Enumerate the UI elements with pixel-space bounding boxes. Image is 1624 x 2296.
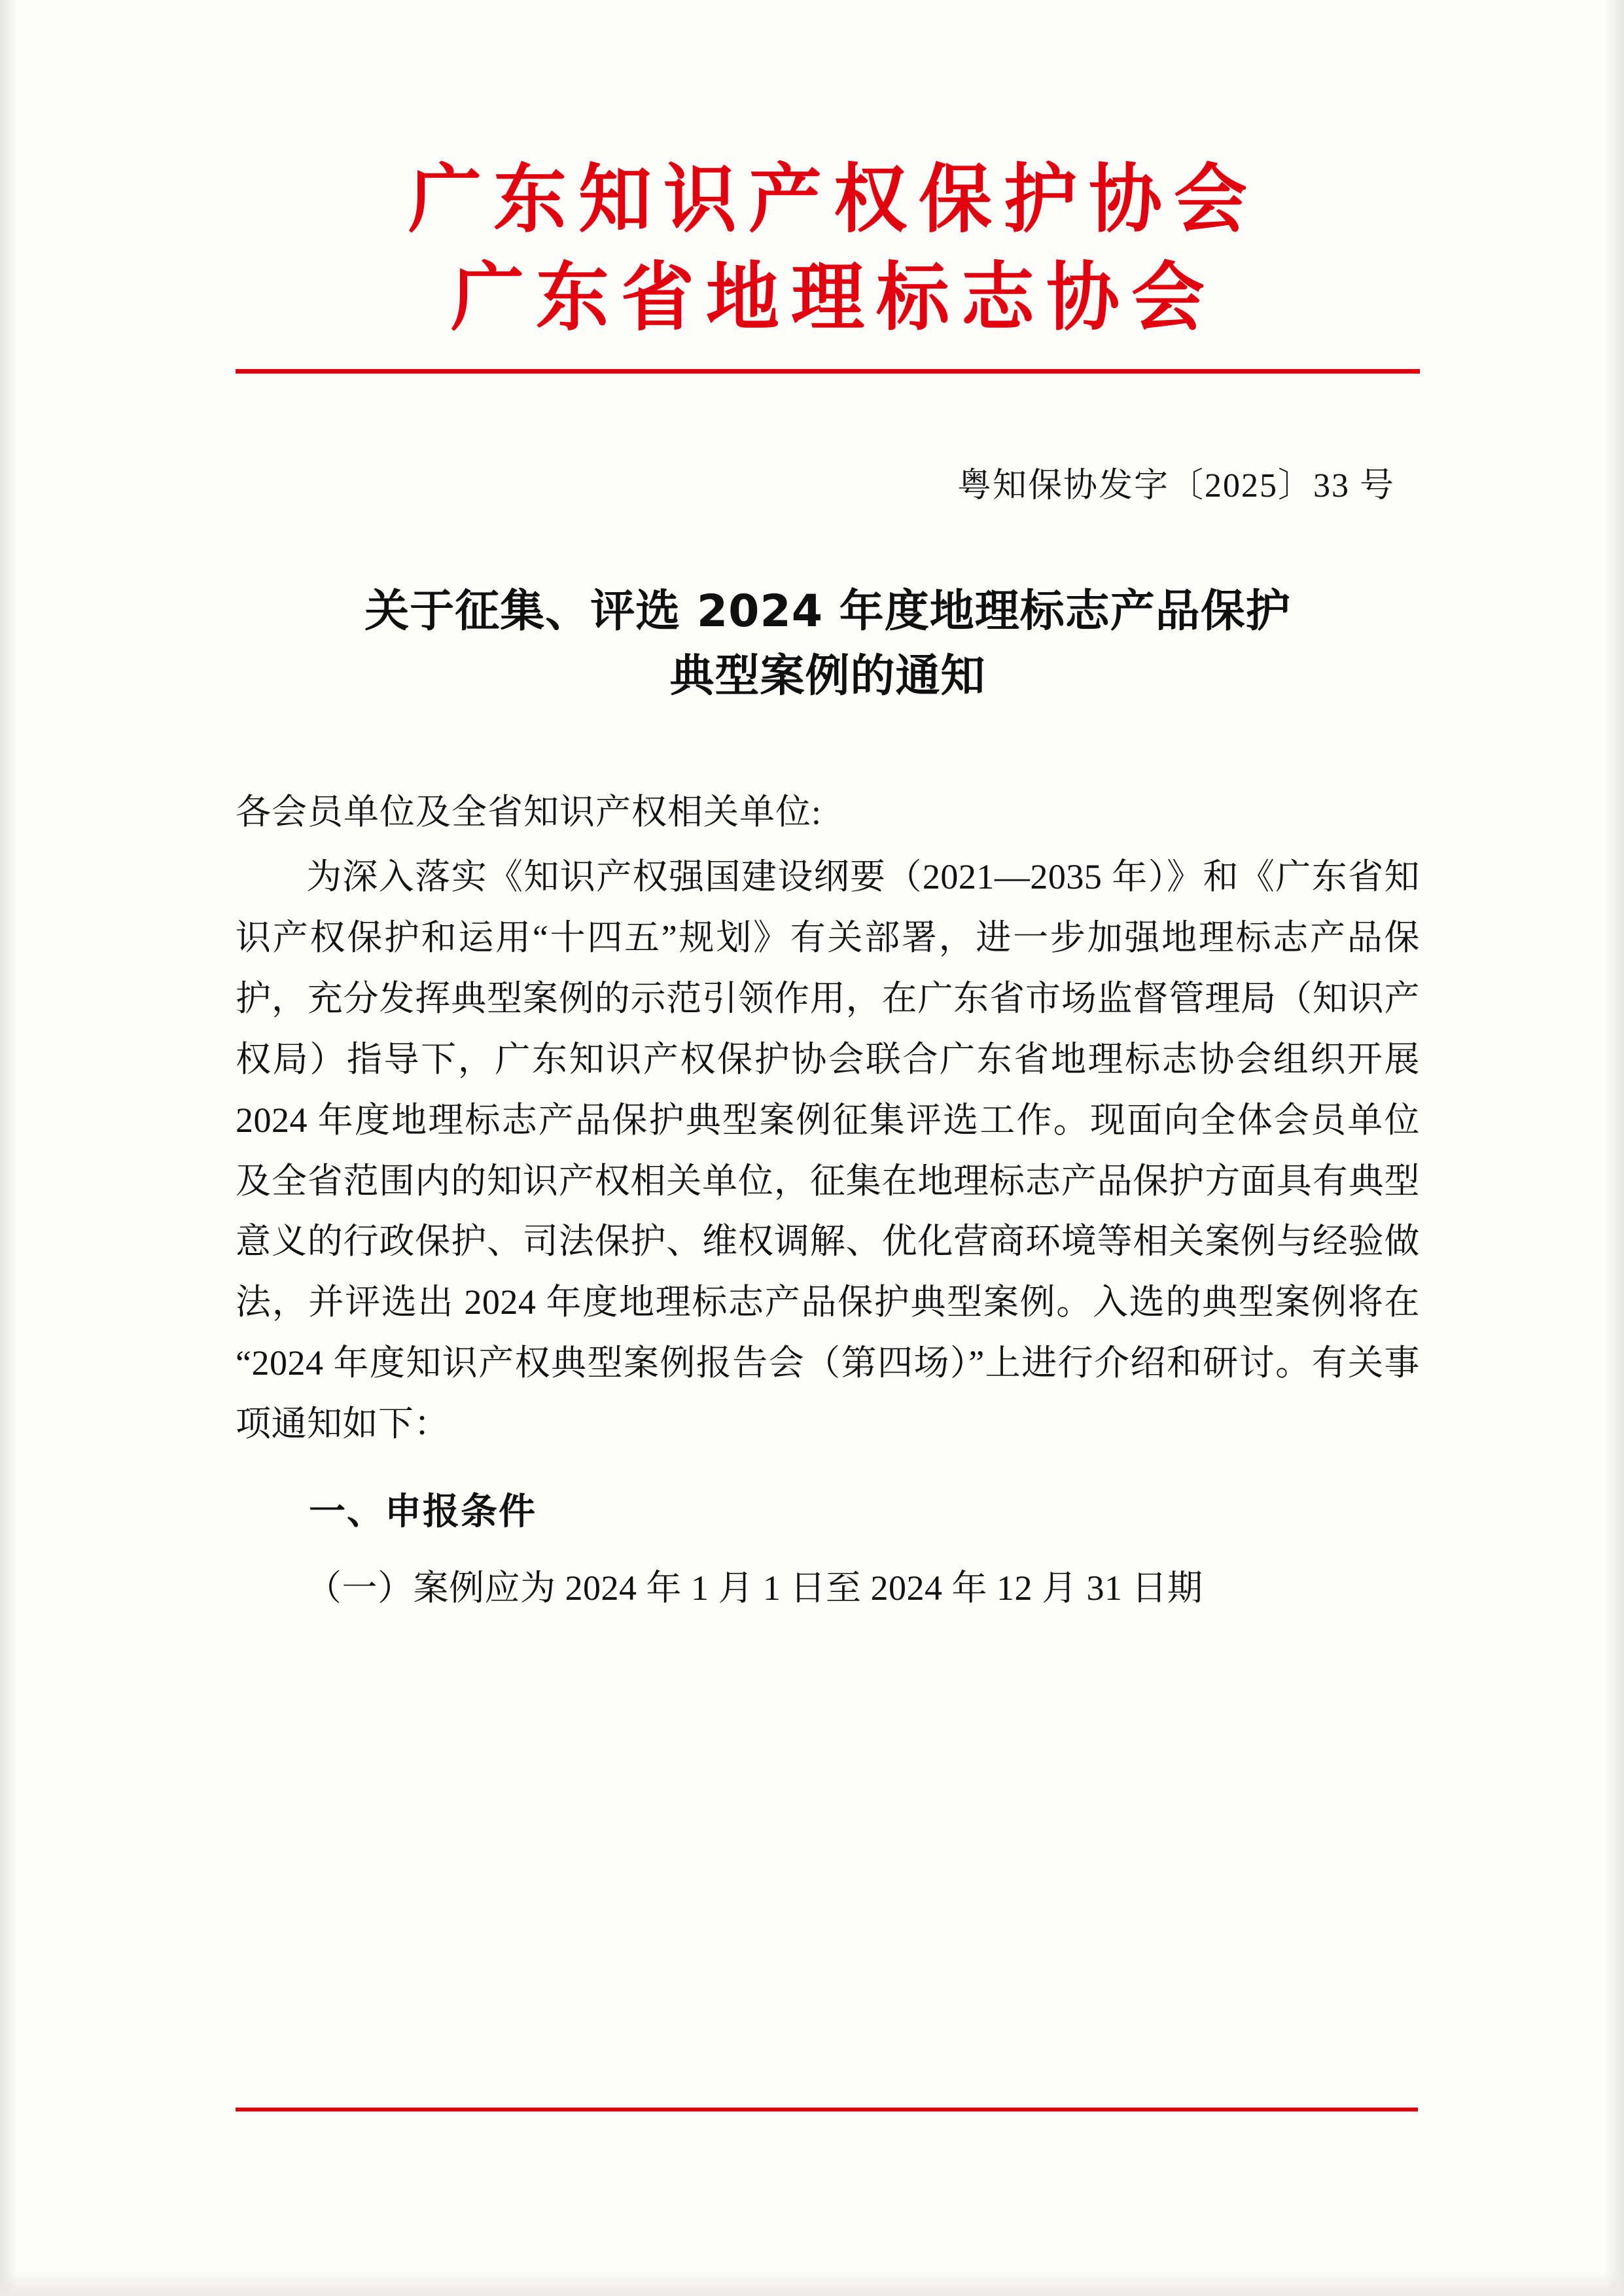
section-heading-1: 一、申报条件: [309, 1490, 537, 1533]
document-number-row: [236, 457, 1420, 506]
page-title-line-2: 典型案例的通知: [669, 650, 986, 702]
page-title-line-1: 关于征集、评选 2024 年度地理标志产品保护: [364, 586, 1291, 638]
letterhead-line-2: 广东省地理标志协会: [451, 254, 1216, 342]
document-content-area: [236, 0, 1420, 2296]
scan-shadow-left: [0, 0, 17, 2296]
letterhead-red-rule: [236, 369, 1420, 374]
footer-red-rule: [236, 2108, 1418, 2111]
section-item-1-1: （一）案例应为 2024 年 1 月 1 日至 2024 年 12 月 31 日期: [306, 1568, 1203, 1608]
letterhead: [236, 0, 1420, 374]
document-number: 粤知保协发字〔2025〕33 号: [957, 467, 1395, 505]
page-title: [236, 580, 1420, 709]
salutation: 各会员单位及全省知识产权相关单位:: [236, 792, 822, 832]
letterhead-line-1: 广东知识产权保护协会: [408, 156, 1259, 243]
body-paragraph: 为深入落实《知识产权强国建设纲要（2021—2035 年）》和《广东省知识产权保护和运用“十四五”规划》有关部署，进一步加强地理标志产品保护，充分发挥典型案例的示范引领作用，在广东省市场监督管理局（知识产权局）指导下，广东知识产权保护协会联合广东省地理标志协会组织开展 2024 年度地理标志产品保护典型案例征集评选工作。现面向全体会员单位及全省范围内的知识产权相关单位，征集在地理标志产品保护方面具有典型意义的行政保护、司法保护、维权调解、优化营商环境等相关案例与经验做法，并评选出 2024 年度地理标志产品保护典型案例。入选的典型案例将在“2024 年度知识产权典型案例报告会（第四场）”上进行介绍和研讨。有关事项通知如下：: [236, 857, 1420, 1444]
scan-shadow-right: [1604, 0, 1624, 2296]
document-body: [236, 782, 1420, 1619]
